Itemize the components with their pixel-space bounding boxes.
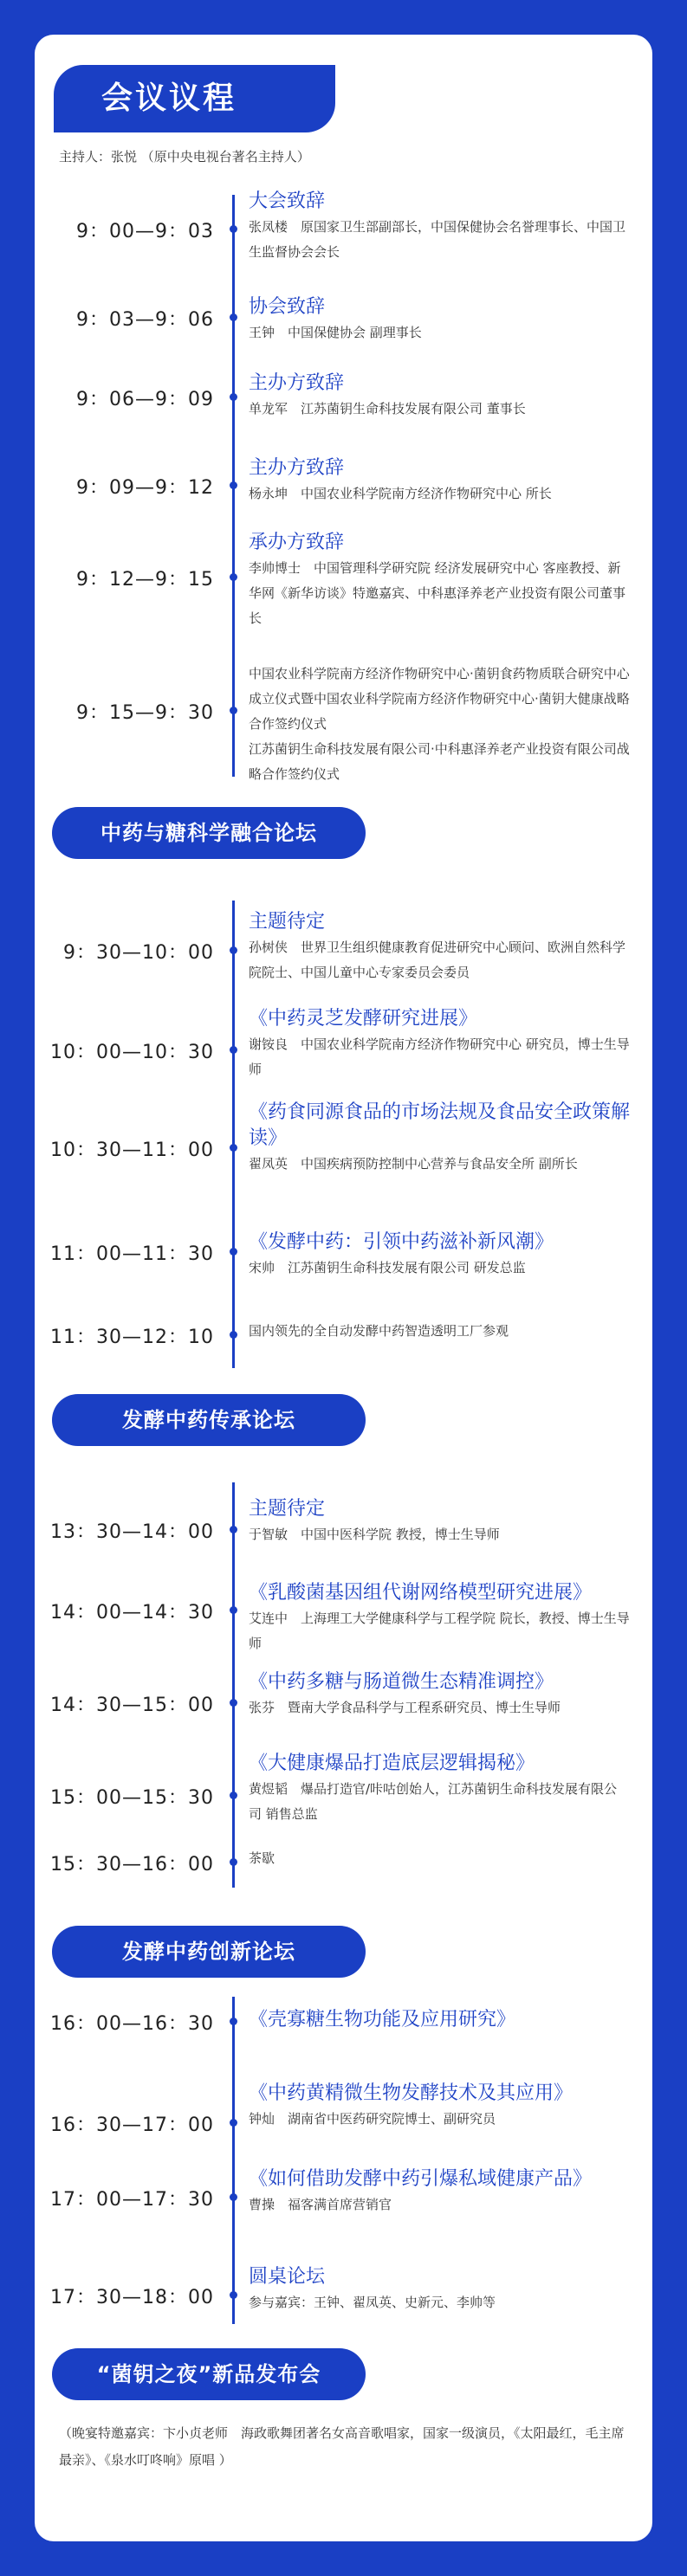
agenda-entry [249, 530, 630, 631]
agenda-title: 《大健康爆品打造底层逻辑揭秘》 [249, 1753, 535, 1774]
timeline-dot [230, 1526, 237, 1533]
agenda-entry [249, 2007, 630, 2033]
agenda-title: 《乳酸菌基因组代谢网络模型研究进展》 [249, 1582, 593, 1604]
closing-note: （晚宴特邀嘉宾：卞小贞老师 海政歌舞团著名女高音歌唱家，国家一级演员，《太阳最红，毛主席最亲》、《泉水叮咚响》原唱 ） [59, 2425, 625, 2468]
agenda-desc: 杨永坤 中国农业科学院南方经济作物研究中心 所长 [249, 486, 552, 501]
agenda-entry [249, 371, 630, 422]
agenda-title: 《药食同源食品的市场法规及食品安全政策解读》 [249, 1101, 631, 1149]
agenda-desc: 于智敏 中国中医科学院 教授，博士生导师 [249, 1527, 500, 1542]
timeline-dot [230, 2018, 237, 2025]
agenda-time: 13：30—14：00 [50, 1521, 214, 1543]
agenda-time: 9：30—10：00 [63, 942, 214, 964]
agenda-desc: 谢铵良 中国农业科学院南方经济作物研究中心 研究员，博士生导师 [249, 1036, 630, 1077]
timeline-dot [230, 393, 237, 401]
agenda-time: 9：06—9：09 [76, 389, 214, 410]
agenda-title: 协会致辞 [249, 296, 326, 318]
timeline-line [232, 1482, 235, 1888]
agenda-time: 16：30—17：00 [50, 2114, 214, 2136]
agenda-time: 11：30—12：10 [50, 1327, 214, 1348]
agenda-entry [249, 1006, 630, 1082]
agenda-desc: 中国农业科学院南方经济作物研究中心·菌钥食药物质联合研究中心成立仪式暨中国农业科学院南方经济作物研究中心·菌钥大健康战略合作签约仪式 江苏菌钥生命科技发展有限公司·中科惠泽养老产业投资有限公司战略合作签约仪式 [249, 666, 630, 782]
agenda-desc: 钟灿 湖南省中医药研究院博士、副研究员 [249, 2111, 496, 2127]
host-line: 主持人：张悦 （原中央电视台著名主持人） [59, 149, 310, 165]
timeline-dot [230, 1606, 237, 1614]
timeline-dot [230, 481, 237, 489]
agenda-entry [249, 1751, 630, 1827]
timeline-dot [230, 1248, 237, 1256]
timeline-dot [230, 1858, 237, 1866]
agenda-title: 《如何借助发酵中药引爆私域健康产品》 [249, 2168, 593, 2190]
agenda-entry [249, 2264, 630, 2315]
section-header: 发酵中药创新论坛 [52, 1926, 366, 1978]
agenda-time: 15：00—15：30 [50, 1787, 214, 1809]
agenda-entry [249, 189, 630, 265]
agenda-time: 9：09—9：12 [76, 477, 214, 499]
agenda-title: 《中药灵芝发酵研究进展》 [249, 1008, 478, 1030]
timeline-dot [230, 2193, 237, 2201]
agenda-entry [249, 294, 630, 345]
page-title: 会议议程 [54, 65, 335, 132]
agenda-time: 11：00—11：30 [50, 1243, 214, 1265]
timeline-dot [230, 1792, 237, 1799]
agenda-time: 17：00—17：30 [50, 2189, 214, 2211]
agenda-entry [249, 1230, 630, 1281]
agenda-entry [249, 1496, 630, 1547]
agenda-title: 主题待定 [249, 1498, 326, 1520]
agenda-time: 10：00—10：30 [50, 1042, 214, 1063]
agenda-desc: 黄煜韬 爆品打造官/咔咕创始人，江苏菌钥生命科技发展有限公司 销售总监 [249, 1781, 618, 1822]
timeline-dot [230, 1331, 237, 1339]
agenda-desc: 张凤楼 原国家卫生部副部长，中国保健协会名誉理事长、中国卫生监督协会会长 [249, 219, 626, 260]
agenda-desc: 曹操 福客满首席营销官 [249, 2197, 392, 2212]
timeline-dot [230, 225, 237, 233]
agenda-time: 14：30—15：00 [50, 1695, 214, 1716]
agenda-entry [249, 2081, 630, 2132]
timeline-dot [230, 573, 237, 581]
agenda-entry [249, 1669, 630, 1721]
agenda-entry [249, 1846, 630, 1871]
agenda-time: 16：00—16：30 [50, 2013, 214, 2035]
agenda-title: 《发酵中药：引领中药滋补新风潮》 [249, 1231, 554, 1253]
agenda-desc: 王钟 中国保健协会 副理事长 [249, 325, 422, 340]
agenda-title: 承办方致辞 [249, 532, 345, 553]
agenda-entry [249, 662, 630, 787]
agenda-title: 大会致辞 [249, 190, 326, 212]
timeline-dot [230, 2291, 237, 2299]
timeline-dot [230, 707, 237, 714]
timeline-dot [230, 1046, 237, 1054]
section-header: “菌钥之夜”新品发布会 [52, 2348, 366, 2400]
timeline-dot [230, 1699, 237, 1707]
agenda-desc: 李帅博士 中国管理科学研究院 经济发展研究中心 客座教授、新华网《新华访谈》特邀嘉宾、中科惠泽养老产业投资有限公司董事长 [249, 560, 626, 626]
agenda-desc: 张芬 暨南大学食品科学与工程系研究员、博士生导师 [249, 1700, 561, 1715]
agenda-title: 主办方致辞 [249, 457, 345, 479]
agenda-entry [249, 1319, 630, 1344]
agenda-time: 17：30—18：00 [50, 2287, 214, 2308]
section-header: 中药与糖科学融合论坛 [52, 807, 366, 859]
agenda-title: 《中药黄精微生物发酵技术及其应用》 [249, 2082, 574, 2104]
agenda-desc: 单龙军 江苏菌钥生命科技发展有限公司 董事长 [249, 401, 526, 416]
agenda-time: 9：15—9：30 [76, 702, 214, 724]
section-header: 发酵中药传承论坛 [52, 1394, 366, 1446]
agenda-title: 主办方致辞 [249, 372, 345, 394]
timeline-line [232, 1997, 235, 2324]
agenda-entry [249, 1580, 630, 1656]
agenda-time: 15：30—16：00 [50, 1854, 214, 1876]
agenda-desc: 宋帅 江苏菌钥生命科技发展有限公司 研发总监 [249, 1260, 526, 1275]
agenda-desc: 茶歇 [249, 1850, 275, 1866]
timeline-dot [230, 946, 237, 954]
agenda-entry [249, 1100, 630, 1177]
agenda-desc: 参与嘉宾：王钟、翟凤英、史新元、李帅等 [249, 2295, 496, 2310]
timeline-dot [230, 1144, 237, 1152]
timeline-dot [230, 2119, 237, 2127]
agenda-time: 9：12—9：15 [76, 569, 214, 591]
agenda-time: 9：00—9：03 [76, 221, 214, 242]
agenda-time: 9：03—9：06 [76, 309, 214, 331]
agenda-desc: 孙树侠 世界卫生组织健康教育促进研究中心顾问、欧洲自然科学院院士、中国儿童中心专家委员会委员 [249, 939, 626, 980]
agenda-title: 圆桌论坛 [249, 2266, 326, 2288]
agenda-desc: 艾连中 上海理工大学健康科学与工程学院 院长，教授、博士生导师 [249, 1611, 630, 1651]
agenda-entry [249, 2166, 630, 2218]
agenda-entry [249, 455, 630, 507]
agenda-desc: 翟凤英 中国疾病预防控制中心营养与食品安全所 副所长 [249, 1156, 578, 1172]
agenda-desc: 国内领先的全自动发酵中药智造透明工厂参观 [249, 1323, 509, 1339]
timeline-line [232, 901, 235, 1368]
agenda-title: 主题待定 [249, 911, 326, 933]
agenda-time: 14：00—14：30 [50, 1602, 214, 1624]
agenda-title: 《中药多糖与肠道微生态精准调控》 [249, 1671, 554, 1693]
agenda-time: 10：30—11：00 [50, 1140, 214, 1161]
timeline-dot [230, 313, 237, 321]
agenda-entry [249, 909, 630, 985]
agenda-title: 《壳寡糖生物功能及应用研究》 [249, 2009, 516, 2030]
